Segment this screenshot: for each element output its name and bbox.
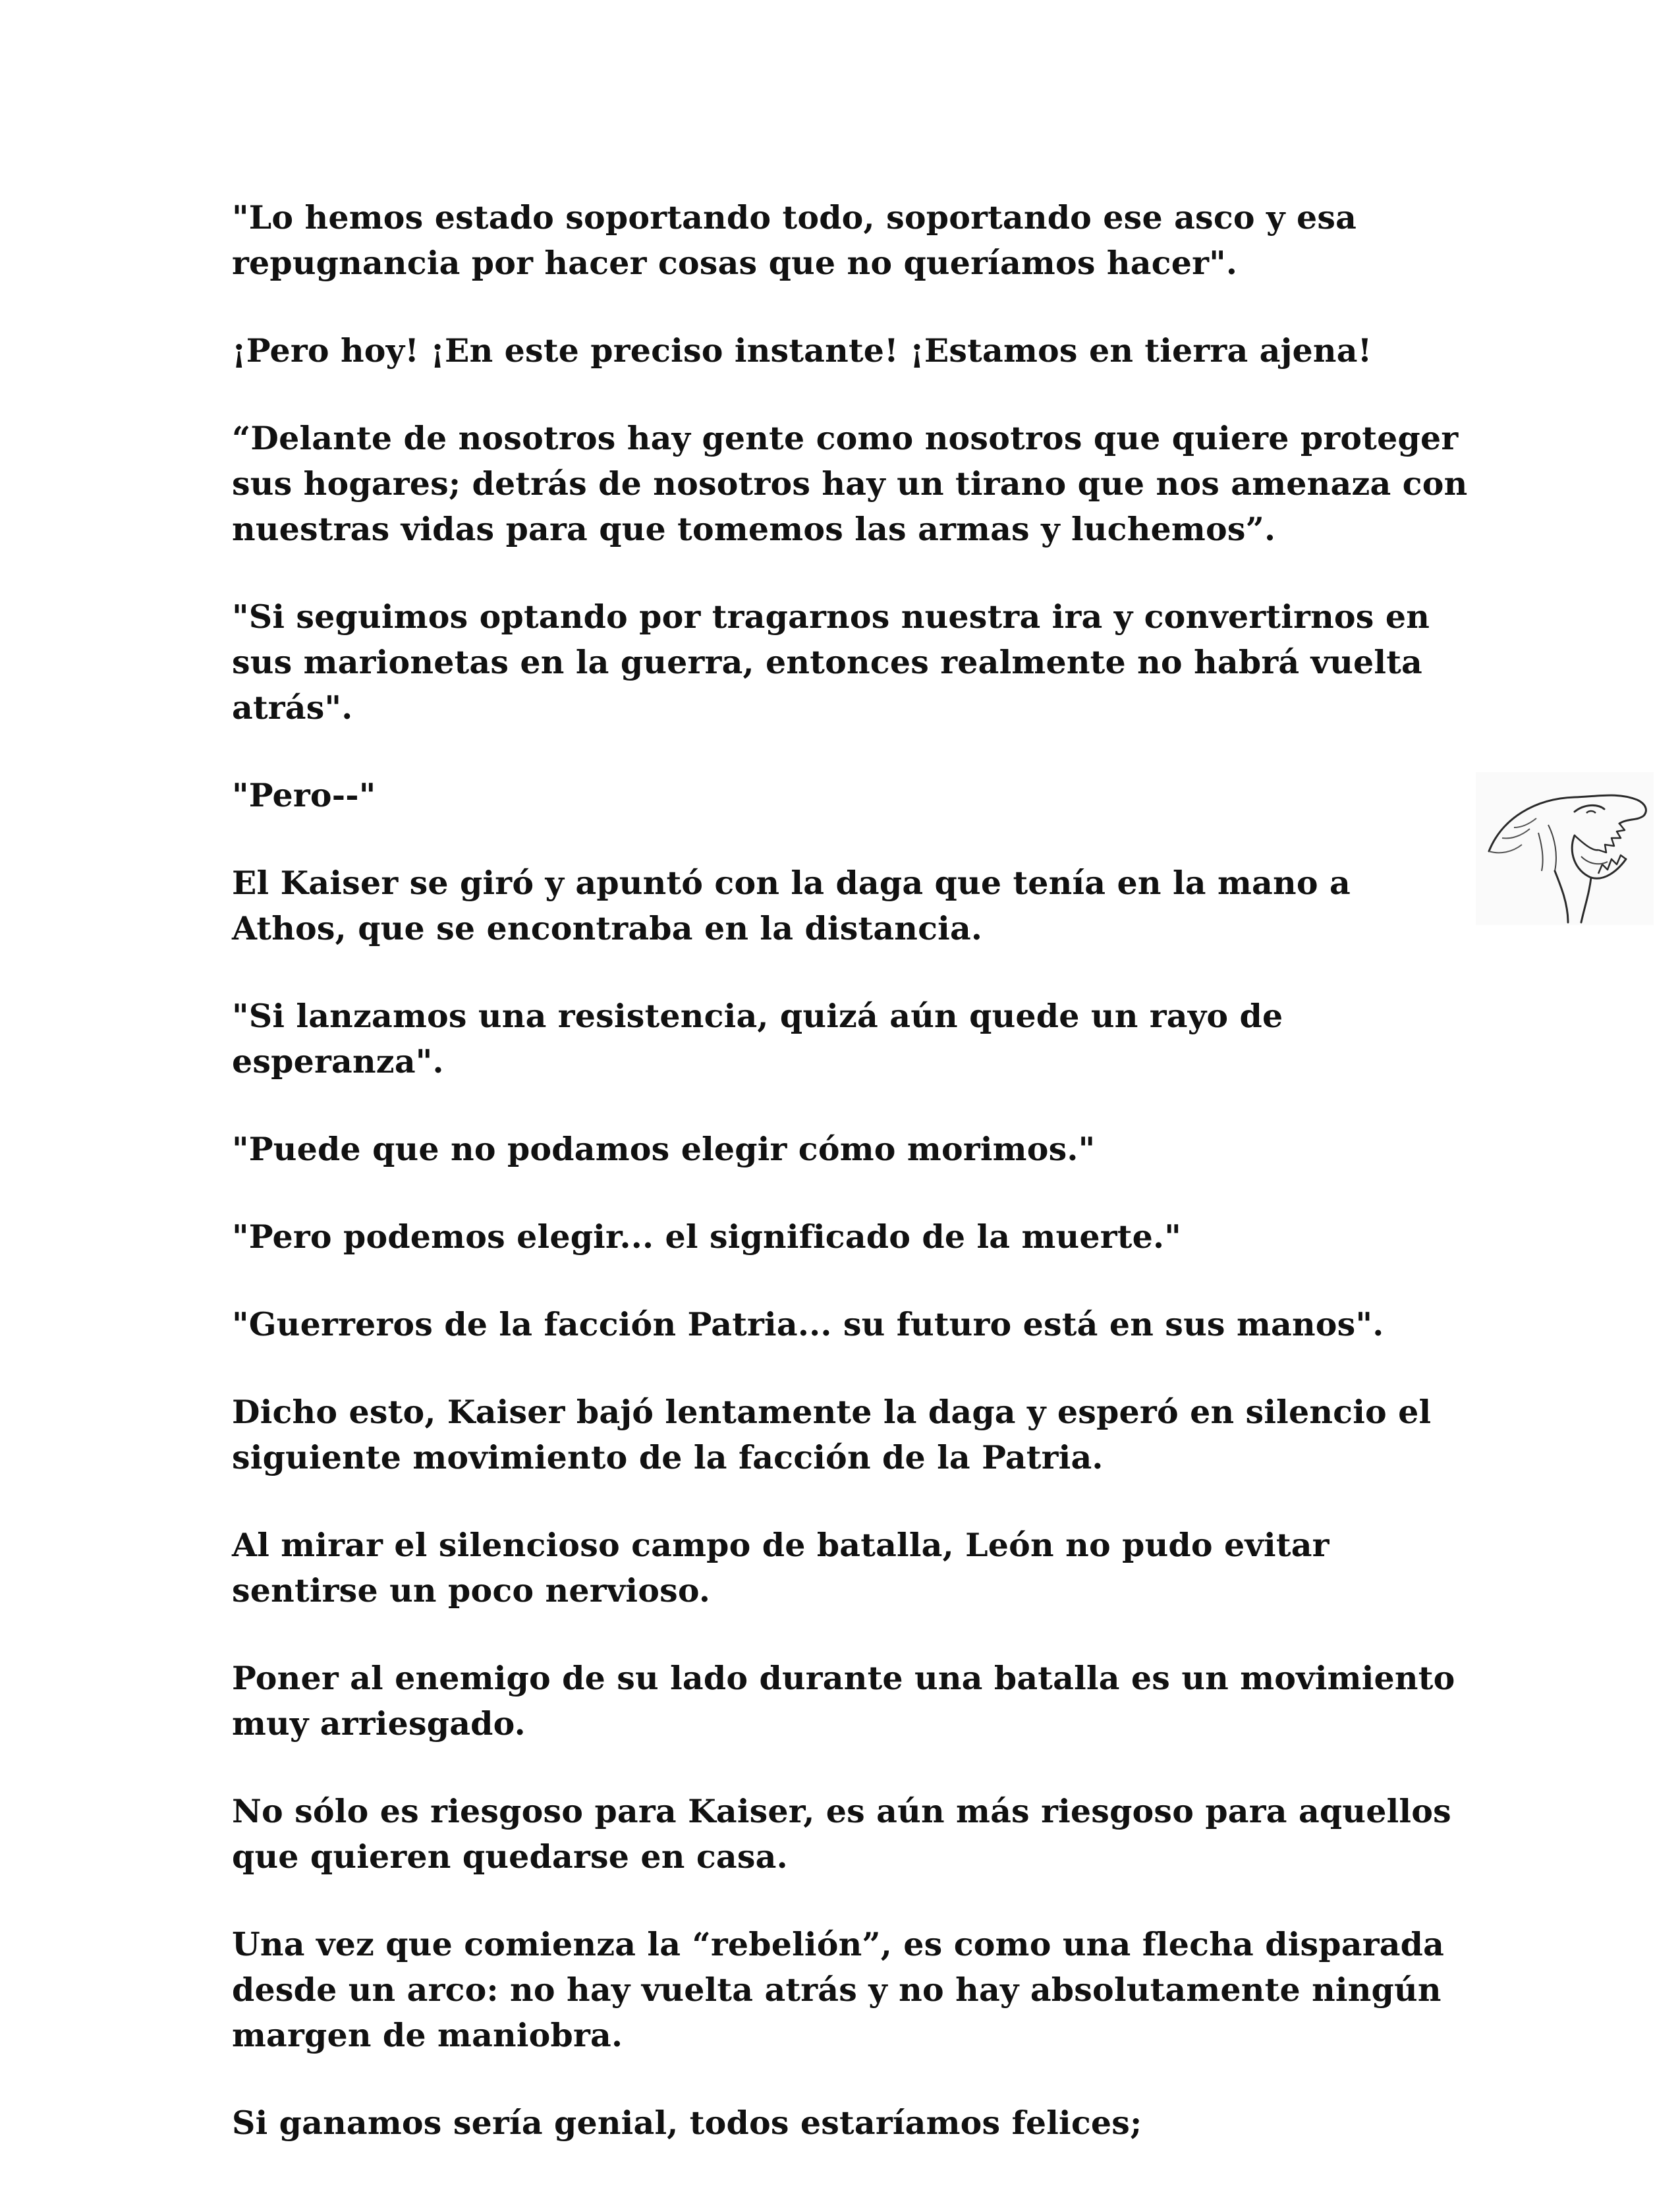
paragraph: "Si seguimos optando por tragarnos nuestra ira y convertirnos en sus marionetas en la guerra, entonces realmente no habrá vuelta atrás".	[232, 598, 1430, 727]
paragraph: "Pero--"	[232, 776, 376, 814]
paragraph: "Puede que no podamos elegir cómo morimos."	[232, 1130, 1096, 1168]
paragraph: Si ganamos sería genial, todos estaríamos felices;	[232, 2104, 1142, 2142]
paragraph: ¡Pero hoy! ¡En este preciso instante! ¡Estamos en tierra ajena!	[232, 331, 1372, 370]
paragraph: Al mirar el silencioso campo de batalla, León no pudo evitar sentirse un poco nervioso.	[232, 1526, 1330, 1610]
paragraph: “Delante de nosotros hay gente como nosotros que quiere proteger sus hogares; detrás de nosotros hay un tirano que nos amenaza con nuestras vidas para que tomemos las armas y luchemos”.	[232, 419, 1468, 548]
paragraph: "Si lanzamos una resistencia, quizá aún quede un rayo de esperanza".	[232, 997, 1283, 1080]
text-column	[232, 195, 1470, 2188]
dinosaur-sketch-icon	[1476, 772, 1654, 925]
paragraph: Dicho esto, Kaiser bajó lentamente la daga y esperó en silencio el siguiente movimiento de la facción de la Patria.	[232, 1393, 1432, 1476]
paragraph: "Guerreros de la facción Patria... su futuro está en sus manos".	[232, 1305, 1384, 1343]
paragraph: El Kaiser se giró y apuntó con la daga que tenía en la mano a Athos, que se encontraba en la distancia.	[232, 864, 1351, 947]
paragraph: Poner al enemigo de su lado durante una batalla es un movimiento muy arriesgado.	[232, 1659, 1455, 1743]
paragraph: No sólo es riesgoso para Kaiser, es aún más riesgoso para aquellos que quieren quedarse en casa.	[232, 1792, 1451, 1876]
paragraph: "Lo hemos estado soportando todo, soportando ese asco y esa repugnancia por hacer cosas que no queríamos hacer".	[232, 198, 1357, 282]
paragraph: Una vez que comienza la “rebelión”, es como una flecha disparada desde un arco: no hay vuelta atrás y no hay absolutamente ningún margen de maniobra.	[232, 1925, 1445, 2054]
paragraph: "Pero podemos elegir... el significado de la muerte."	[232, 1218, 1181, 1256]
